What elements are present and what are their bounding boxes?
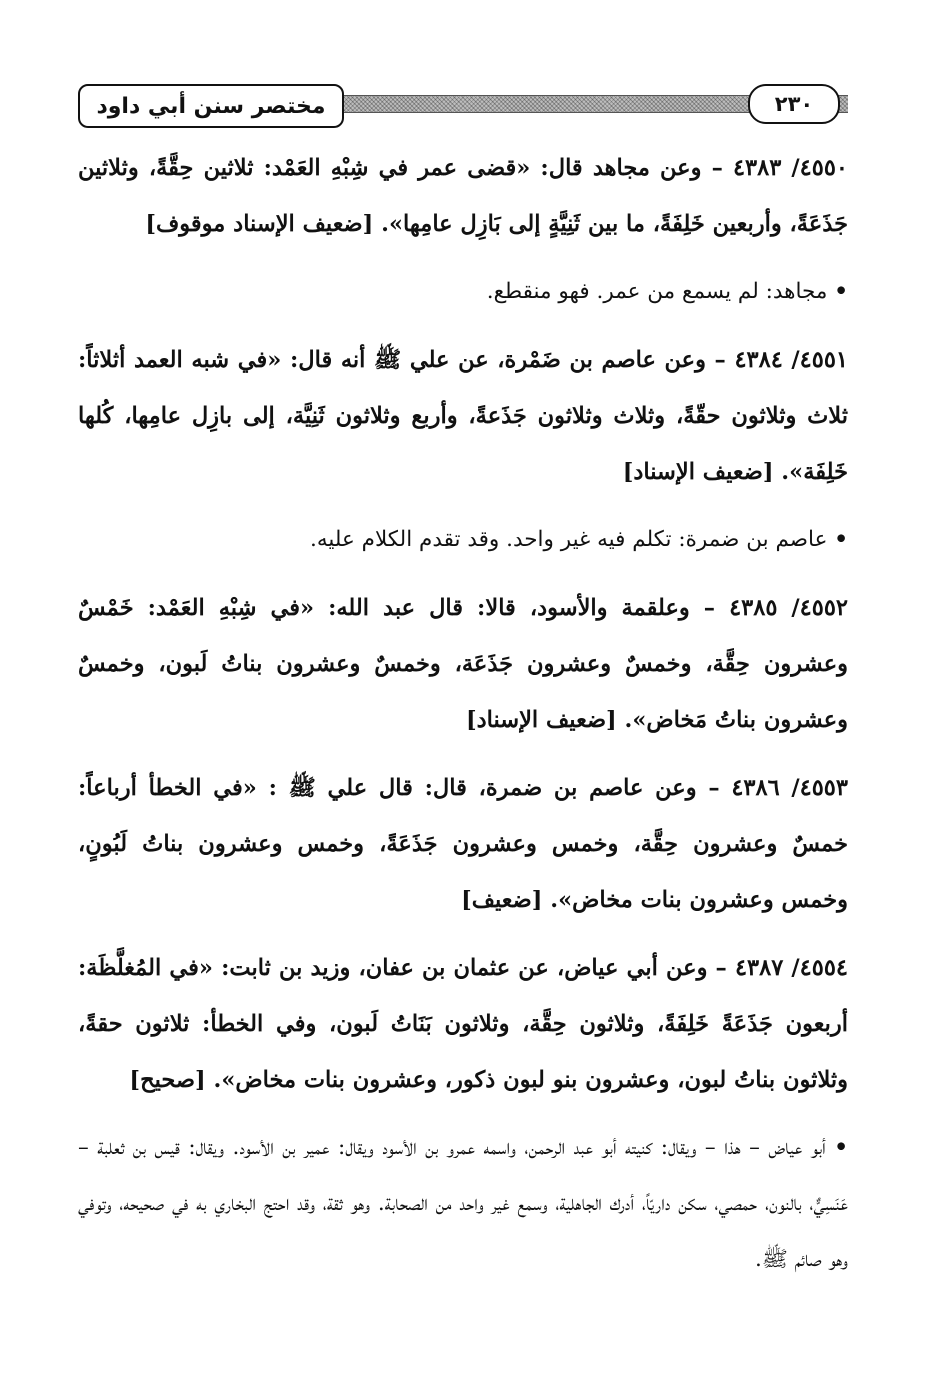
note-mujahid — [78, 264, 848, 320]
note-asim — [78, 512, 848, 568]
page-content — [78, 140, 848, 1300]
note-text: عاصم بن ضمرة: تكلم فيه غير واحد. وقد تقدم الكلام عليه. — [310, 527, 828, 552]
note-text: أبو عياض – هذا – ويقال: كنيته أبو عبد الرحمن، واسمه عمرو بن الأسود ويقال: عمير بن الأسود. ويقال: قيس بن ثعلبة – عَنَسِيٌّ، بالنون، حمصي، سكن داريّاً، أدرك الجاهلية، وسمع غير واحد من الصحابة. وهو ثقة، وقد احتج البخاري به في صحيحه، وتوفي وهو صائم ﷺ. — [78, 1135, 848, 1272]
hadith-4554: ٤٥٥٤/ ٤٣٨٧ – وعن أبي عياض، عن عثمان بن عفان، وزيد بن ثابت: «في المُغلَّظَة: أربعون جَذَعَةً خَلِفَةً، وثلاثون حِقَّة، وثلاثون بَنَاتُ لَبون، وفي الخطأ: ثلاثون حقةً، وثلاثون بناتُ لبون، وعشرون بنو لبون ذكور، وعشرون بنات مخاض». [صحيح] — [78, 955, 848, 1093]
note-text: مجاهد: لم يسمع من عمر. فهو منقطع. — [486, 279, 828, 304]
page-header — [78, 80, 848, 130]
bullet-icon: • — [834, 527, 848, 552]
hadith-4550: ٤٥٥٠/ ٤٣٨٣ – وعن مجاهد قال: «قضى عمر في شِبْهِ العَمْد: ثلاثين حِقَّةً، وثلاثين جَذَعَةً، وأربعين خَلِفَةً، ما بين ثَنِيَّةٍ إلى بَازِل عامِها». [ضعيف الإسناد موقوف] — [78, 155, 848, 237]
note-abu-ayyad — [78, 1120, 848, 1288]
book-title: مختصر سنن أبي داود — [78, 84, 344, 128]
bullet-icon: • — [834, 1135, 848, 1160]
hadith-4551: ٤٥٥١/ ٤٣٨٤ – وعن عاصم بن ضَمْرة، عن علي ﷺ أنه قال: «في شبه العمد أثلاثاً: ثلاث وثلاثون حقّةً، وثلاث وثلاثون جَذَعةً، وأربع وثلاثون ثَنِيَّة، إلى بازِل عامِها، كُلها خَلِفَة». [ضعيف الإسناد] — [78, 347, 848, 485]
bullet-icon: • — [834, 279, 848, 304]
hadith-4552: ٤٥٥٢/ ٤٣٨٥ – وعلقمة والأسود، قالا: قال عبد الله: «في شِبْهِ العَمْد: خَمْسٌ وعشرون حِقَّة، وخمسٌ وعشرون جَذَعَة، وخمسٌ وعشرون بناتُ لَبون، وخمسٌ وعشرون بناتُ مَخاض». [ضعيف الإسناد] — [78, 595, 848, 733]
page-number: ٢٣٠ — [748, 84, 840, 124]
hadith-4553: ٤٥٥٣/ ٤٣٨٦ – وعن عاصم بن ضمرة، قال: قال علي ﷺ : «في الخطأ أرباعاً: خمسٌ وعشرون حِقَّة، وخمس وعشرون جَذَعَةً، وخمس وعشرون بناتُ لَبُونٍ، وخمس وعشرون بنات مخاض». [ضعيف] — [78, 775, 848, 913]
book-page — [78, 80, 848, 1320]
